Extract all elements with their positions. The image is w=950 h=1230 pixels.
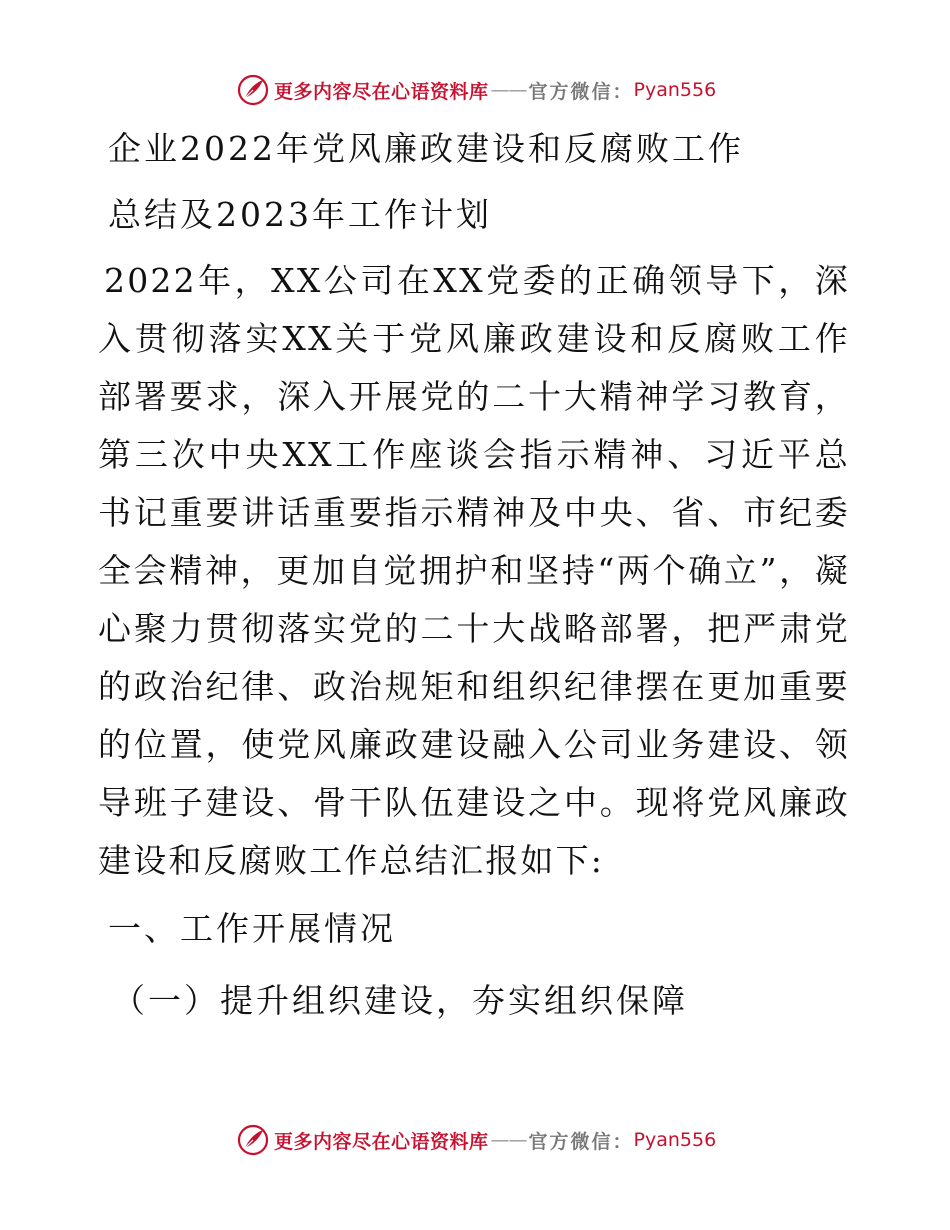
watermark-header <box>236 72 836 108</box>
watermark-main-text: 更多内容尽在心语资料库 <box>274 1130 489 1153</box>
watermark-sub-text: 官方微信： <box>528 1130 634 1153</box>
watermark-footer <box>236 1122 836 1158</box>
document-paragraph: 2022年，XX公司在XX党委的正确领导下，深入贯彻落实XX关于党风廉政建设和反腐败工作部署要求，深入开展党的二十大精神学习教育，第三次中央XX工作座谈会指示精神、习近平总书记重要讲话重要指示精神及中央、省、市纪委全会精神，更加自觉拥护和坚持“两个确立”，凝心聚力贯彻落实党的二十大战略部署，把严肃党的政治纪律、政治规矩和组织纪律摆在更加重要的位置，使党风廉政建设融入公司业务建设、领导班子建设、骨干队伍建设之中。现将党风廉政建设和反腐败工作总结汇报如下: <box>98 261 850 880</box>
watermark-wechat-id: Pyan556 <box>633 1129 717 1151</box>
feather-circle-icon <box>236 1123 270 1157</box>
feather-circle-icon <box>236 73 270 107</box>
watermark-main-text: 更多内容尽在心语资料库 <box>274 80 489 103</box>
watermark-sub-text: 官方微信： <box>528 80 634 103</box>
section-heading: 一、工作开展情况 <box>108 909 396 948</box>
document-title-line-2: 总结及2023年工作计划 <box>108 195 492 234</box>
watermark-wechat-id: Pyan556 <box>633 79 717 101</box>
watermark-separator: —— <box>490 1129 527 1151</box>
document-title-line-1: 企业2022年党风廉政建设和反腐败工作 <box>108 129 744 168</box>
subsection-heading: （一）提升组织建设，夯实组织保障 <box>112 981 688 1020</box>
document-body <box>98 120 850 1030</box>
watermark-separator: —— <box>490 79 527 101</box>
